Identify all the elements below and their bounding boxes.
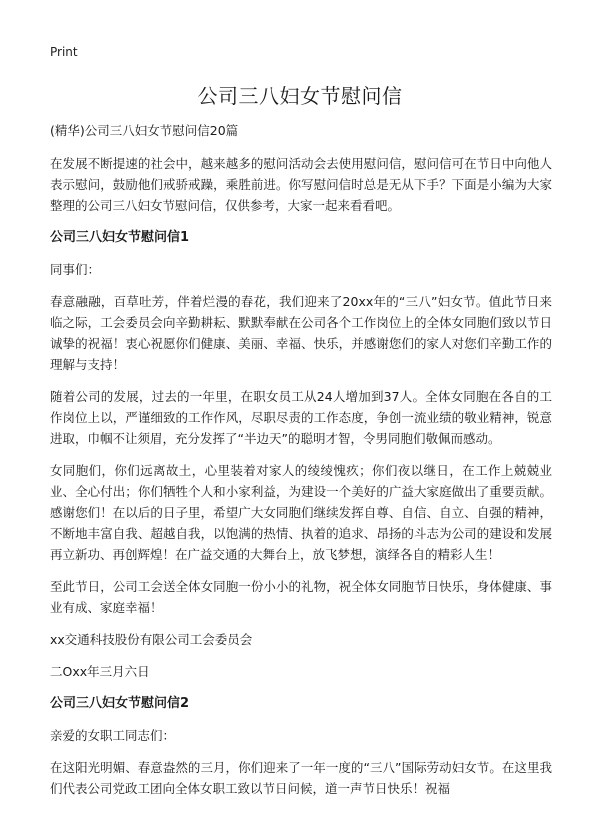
section-heading-1: 公司三八妇女节慰问信1 bbox=[50, 230, 190, 245]
document-body bbox=[50, 120, 552, 810]
section-heading-2: 公司三八妇女节慰问信2 bbox=[50, 696, 190, 711]
salutation: 同事们： bbox=[50, 262, 101, 277]
page-title: 公司三八妇女节慰问信 bbox=[197, 84, 403, 108]
salutation: 亲爱的女职工同志们： bbox=[50, 728, 176, 743]
body-paragraph: 春意融融，百草吐芳，伴着烂漫的春花，我们迎来了20xx年的“三八”妇女节。值此节日来临之际，工会委员会向辛勤耕耘、默默奉献在公司各个工作岗位上的全体女同胞们致以节日诚挚的祝福！衷心祝愿你们健康、美丽、幸福、快乐，并感谢您们的家人对您们辛勤工作的理解与支持！ bbox=[50, 294, 552, 372]
signature-date: 二Oxx年三月六日 bbox=[50, 664, 150, 679]
intro-paragraph: 在发展不断提速的社会中，越来越多的慰问活动会去使用慰问信，慰问信可在节日中向他人表示慰问，鼓励他们戒骄戒躁，乘胜前进。你写慰问信时总是无从下手？下面是小编为大家整理的公司三八妇女节慰问信，仅供参考，大家一起来看看吧。 bbox=[50, 156, 552, 213]
body-paragraph: 至此节日，公司工会送全体女同胞一份小小的礼物，祝全体女同胞节日快乐，身体健康、事业有成、家庭幸福！ bbox=[50, 579, 552, 615]
signature-organization: xx交通科技股份有限公司工会委员会 bbox=[50, 632, 253, 647]
body-paragraph: 女同胞们，你们远离故土，心里装着对家人的绫绫愧疚；你们夜以继日，在工作上兢兢业业、全心付出；你们牺牲个人和小家利益，为建设一个美好的广益大家庭做出了重要贡献。感谢您们！在以后的日子里，希望广大女同胞们继续发挥自尊、自信、自立、自强的精神，不断地丰富自我、超越自我，以饱满的热情、执着的追求、昂扬的斗志为公司的建设和发展再立新功、再创辉煌！在广益交通的大舞台上，放飞梦想，演绎各自的精彩人生！ bbox=[50, 463, 552, 562]
body-paragraph: 在这阳光明媚、春意盎然的三月，你们迎来了一年一度的“三八”国际劳动妇女节。在这里我们代表公司党政工团向全体女职工致以节日问候，道一声节日快乐！祝福 bbox=[50, 760, 552, 796]
document-subtitle: (精华)公司三八妇女节慰问信20篇 bbox=[50, 123, 239, 138]
body-paragraph: 随着公司的发展，过去的一年里，在职女员工从24人增加到37人。全体女同胞在各自的工作岗位上以，严谨细致的工作作风，尽职尽责的工作态度，争创一流业绩的敬业精神，锐意进取，巾帼不让须眉，充分发挥了“半边天”的聪明才智，令男同胞们敬佩而感动。 bbox=[50, 389, 552, 446]
print-link[interactable]: Print bbox=[50, 45, 78, 59]
